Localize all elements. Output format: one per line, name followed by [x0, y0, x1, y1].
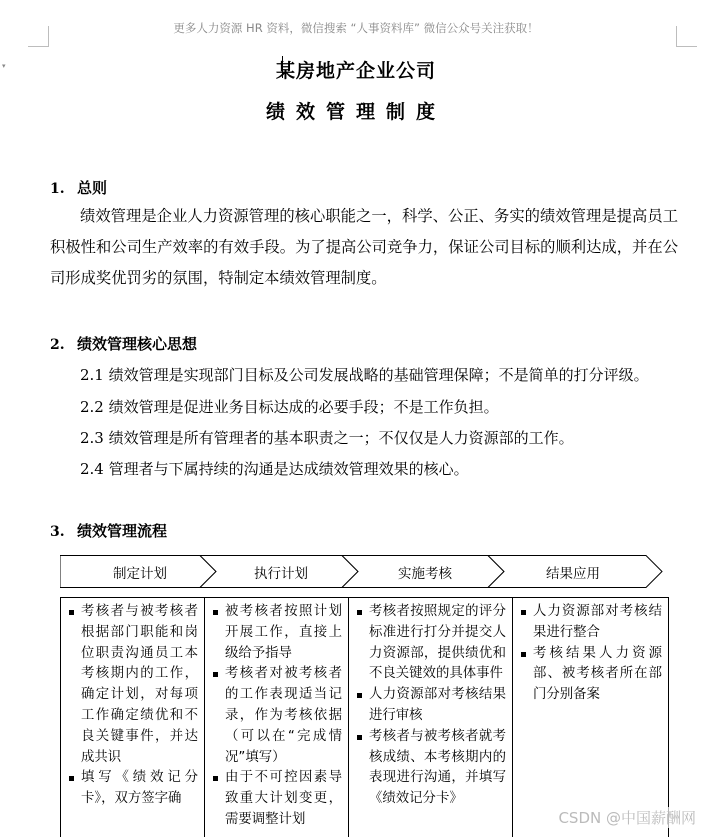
- section-1-paragraph[interactable]: 绩效管理是企业人力资源管理的核心职能之一，科学、公正、务实的绩效管理是提高员工积极性和公司生产效率的有效手段。为了提高公司竞争力，保证公司目标的顺利达成，并在公司形成奖优罚劣的氛围，特制定本绩效管理制度。: [50, 207, 678, 287]
- column-apply: [513, 598, 668, 837]
- column-execute: [205, 598, 349, 837]
- flow-step-apply[interactable]: 结果应用: [546, 566, 600, 582]
- process-flow: [60, 555, 664, 588]
- column-assess: [349, 598, 513, 837]
- section-title: 绩效管理核心思想: [77, 335, 198, 353]
- list-item[interactable]: 考核者对被考核者的工作表现适当记录，作为考核依据（可以在“完成情况”填写）: [213, 664, 342, 768]
- column-plan: [61, 598, 205, 837]
- list-item-2-2[interactable]: 2.2 绩效管理是促进业务目标达成的必要手段；不是工作负担。: [80, 398, 499, 416]
- flow-step-assess[interactable]: 实施考核: [398, 566, 452, 582]
- company-title[interactable]: 某房地产企业公司: [275, 60, 436, 82]
- list-item-2-3[interactable]: 2.3 绩效管理是所有管理者的基本职责之一；不仅仅是人力资源部的工作。: [80, 429, 574, 447]
- csdn-watermark: CSDN @中国薪酬网: [558, 809, 696, 827]
- section-number: 3.: [50, 524, 65, 540]
- list-item-2-4[interactable]: 2.4 管理者与下属持续的沟通是达成绩效管理效果的核心。: [80, 460, 469, 478]
- list-item[interactable]: 由于不可控因素导致重大计划变更，需要调整计划: [213, 768, 342, 830]
- section-number: 1.: [50, 181, 65, 197]
- list-item[interactable]: 考核者与被考核者就考核成绩、本考核期内的表现进行沟通，并填写《绩效记分卡》: [357, 727, 506, 810]
- section-title: 总则: [77, 179, 108, 197]
- list-item[interactable]: 人力资源部对考核结果进行整合: [521, 602, 662, 644]
- list-item[interactable]: 考核者按照规定的评分标准进行打分并提交人力资源部，提供绩优和不良关键效的具体事件: [357, 602, 506, 685]
- header-note: 更多人力资源 HR 资料，微信搜索 “人事资料库” 微信公众号关注获取！: [173, 21, 539, 35]
- list-item[interactable]: 考核结果人力资源部、被考核者所在部门分别备案: [521, 644, 662, 706]
- margin-marker-icon: ▾: [2, 62, 6, 70]
- flow-step-execute[interactable]: 执行计划: [254, 566, 308, 582]
- flow-step-plan[interactable]: 制定计划: [113, 566, 167, 582]
- section-number: 2.: [50, 337, 65, 353]
- process-detail-table: [60, 597, 669, 837]
- list-item[interactable]: 被考核者按照计划开展工作，直接上级给予指导: [213, 602, 342, 664]
- section-title: 绩效管理流程: [77, 522, 168, 540]
- list-item[interactable]: 填写《绩效记分卡》，双方签字确: [69, 768, 198, 810]
- list-item[interactable]: 考核者与被考核者根据部门职能和岗位职责沟通员工本考核期内的工作，确定计划，对每项工作确定绩优和不良关键事件，并达成共识: [69, 602, 198, 768]
- section-heading-2[interactable]: [50, 333, 197, 354]
- list-item[interactable]: 人力资源部对考核结果进行审核: [357, 685, 506, 727]
- document-title[interactable]: 绩效管理制度: [265, 101, 446, 123]
- section-heading-1[interactable]: [50, 177, 107, 198]
- section-heading-3[interactable]: [50, 520, 167, 541]
- list-item-2-1[interactable]: 2.1 绩效管理是实现部门目标及公司发展战略的基础管理保障；不是简单的打分评级。: [80, 366, 649, 384]
